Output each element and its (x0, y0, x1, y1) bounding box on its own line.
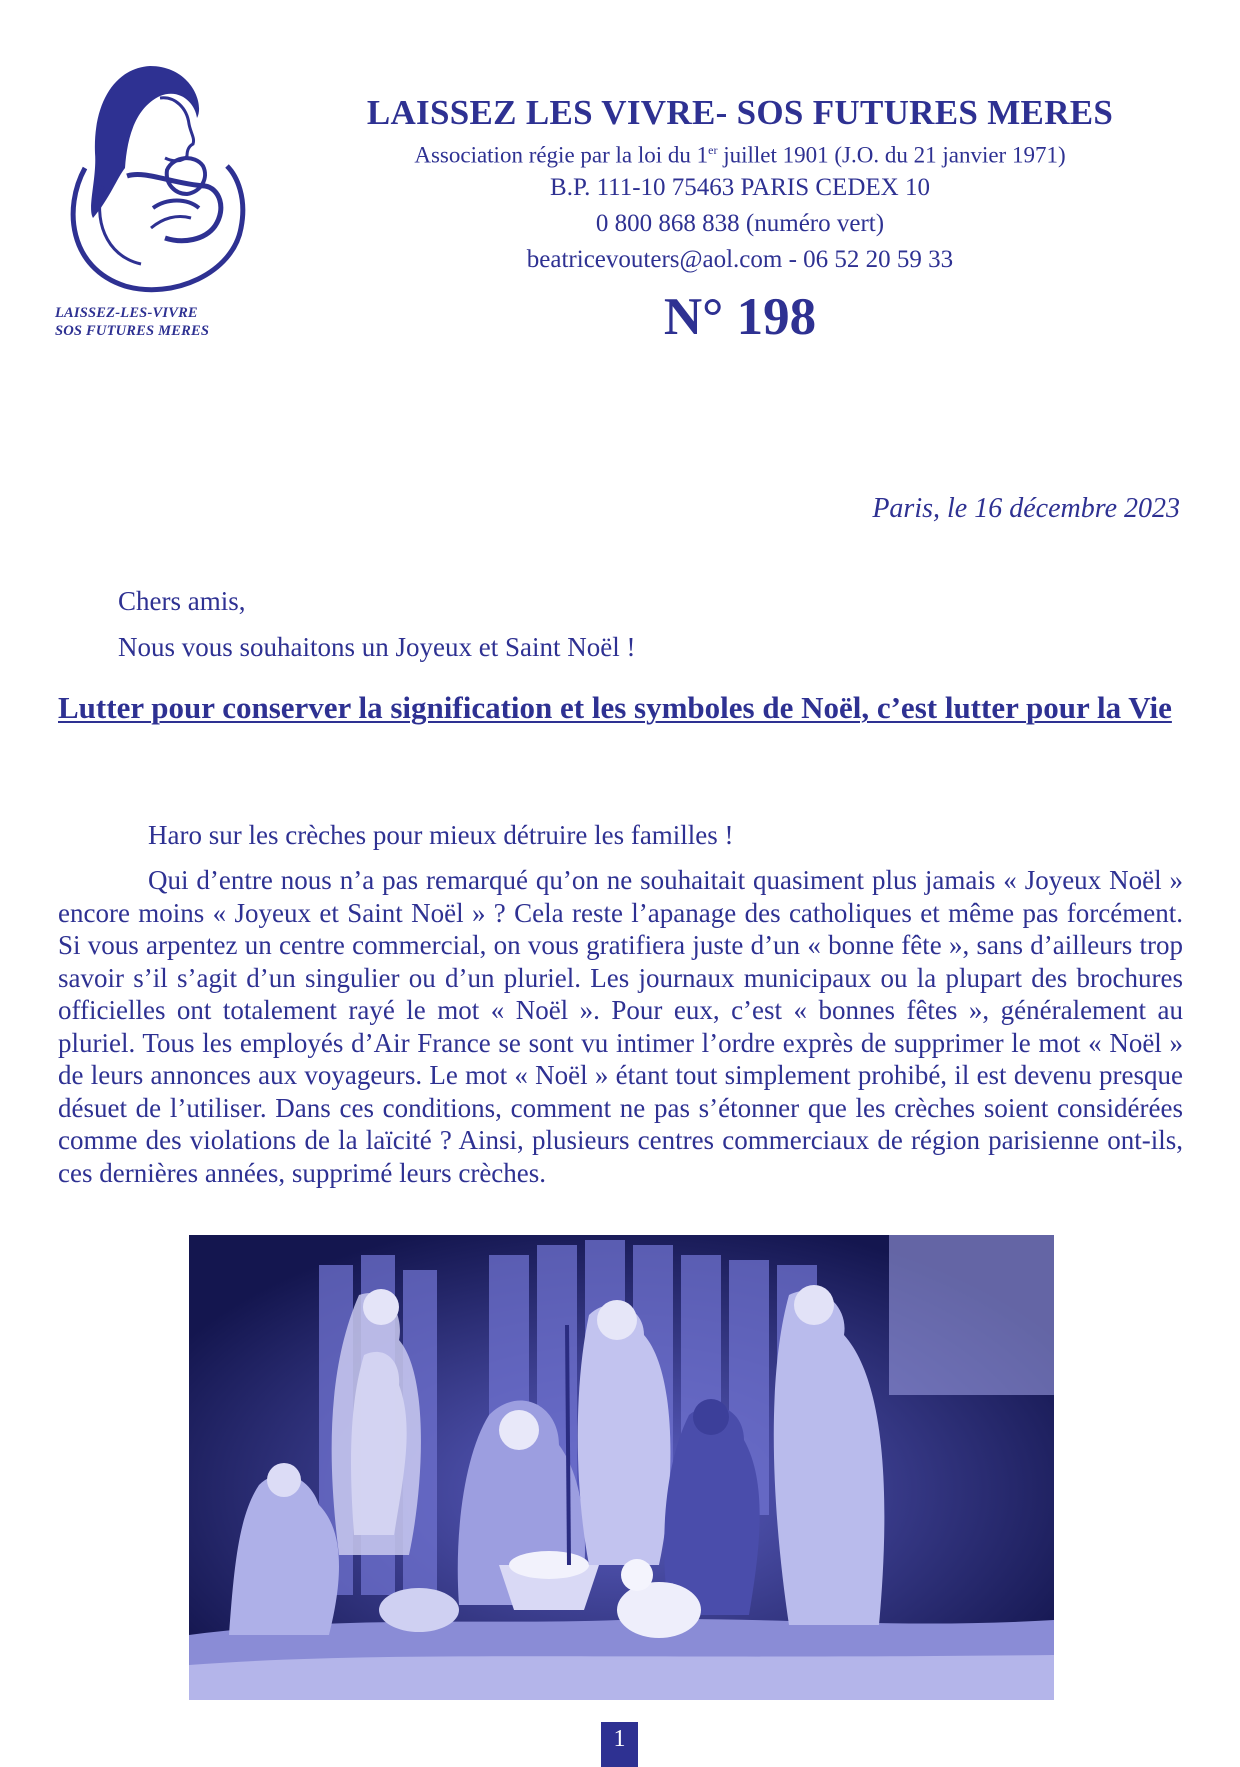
christmas-wishes: Nous vous souhaitons un Joyeux et Saint Noël ! (118, 632, 636, 662)
legal-statement-sup: er (708, 143, 718, 157)
phone-number: 0 800 868 838 (numéro vert) (595, 209, 885, 237)
issue-number: N° 198 (663, 287, 817, 346)
association-name: LAISSEZ LES VIVRE- SOS FUTURES MERES (366, 93, 1114, 132)
salutation: Chers amis, (118, 586, 246, 616)
logo-caption-line1: LAISSEZ-LES-VIVRE (55, 305, 198, 321)
mother-and-child-emblem (55, 58, 255, 298)
postal-address: B.P. 111-10 75463 PARIS CEDEX 10 (550, 173, 930, 201)
article-lead: Haro sur les crèches pour mieux détruire les familles ! (148, 820, 734, 850)
email-and-mobile: beatricevouters@aol.com - 06 52 20 59 33 (526, 245, 954, 273)
association-logo (55, 58, 255, 358)
greeting-block (118, 578, 635, 670)
article-headline: Lutter pour conserver la signification et les symboles de Noël, c’est lutter pour la Vie (58, 690, 1172, 725)
legal-statement-end: juillet 1901 (J.O. du 21 janvier 1971) (717, 142, 1066, 168)
dateline: Paris, le 16 décembre 2023 (872, 493, 1180, 524)
letterhead (330, 90, 1150, 352)
legal-statement-start: Association régie par la loi du 1 (414, 142, 709, 168)
legal-statement (330, 136, 1150, 170)
logo-caption-line2: SOS FUTURES MERES (55, 323, 210, 339)
nativity-illustration (189, 1235, 1054, 1700)
nativity-scene-photo (189, 1235, 1054, 1700)
page-number: 1 (601, 1722, 638, 1767)
logo-caption (55, 304, 255, 340)
article-paragraph: Qui d’entre nous n’a pas remarqué qu’on ne souhaitait quasiment plus jamais « Joyeux Noël » encore moins « Joyeux et Saint Noël » ? Cela reste l’apanage des catholiques et même pas forcément. Si vous arpentez un centre commercial, on vous gratifiera juste d’un « bonne fête », sans d’ailleurs trop savoir s’il s’agit d’un singulier ou d’un pluriel. Les journaux municipaux ou la plupart des brochures officielles ont totalement rayé le mot « Noël ». Pour eux, c’est « bonnes fêtes », généralement au pluriel. Tous les employés d’Air France se sont vu intimer l’ordre exprès de supprimer le mot « Noël » de leurs annonces aux voyageurs. Le mot « Noël » étant tout simplement prohibé, il est devenu presque désuet de l’utiliser. Dans ces conditions, comment ne pas s’étonner que les crèches soient considérées comme des violations de la laïcité ? Ainsi, plusieurs centres commerciaux de région parisienne ont-ils, ces dernières années, supprimé leurs crèches. (58, 865, 1183, 1188)
